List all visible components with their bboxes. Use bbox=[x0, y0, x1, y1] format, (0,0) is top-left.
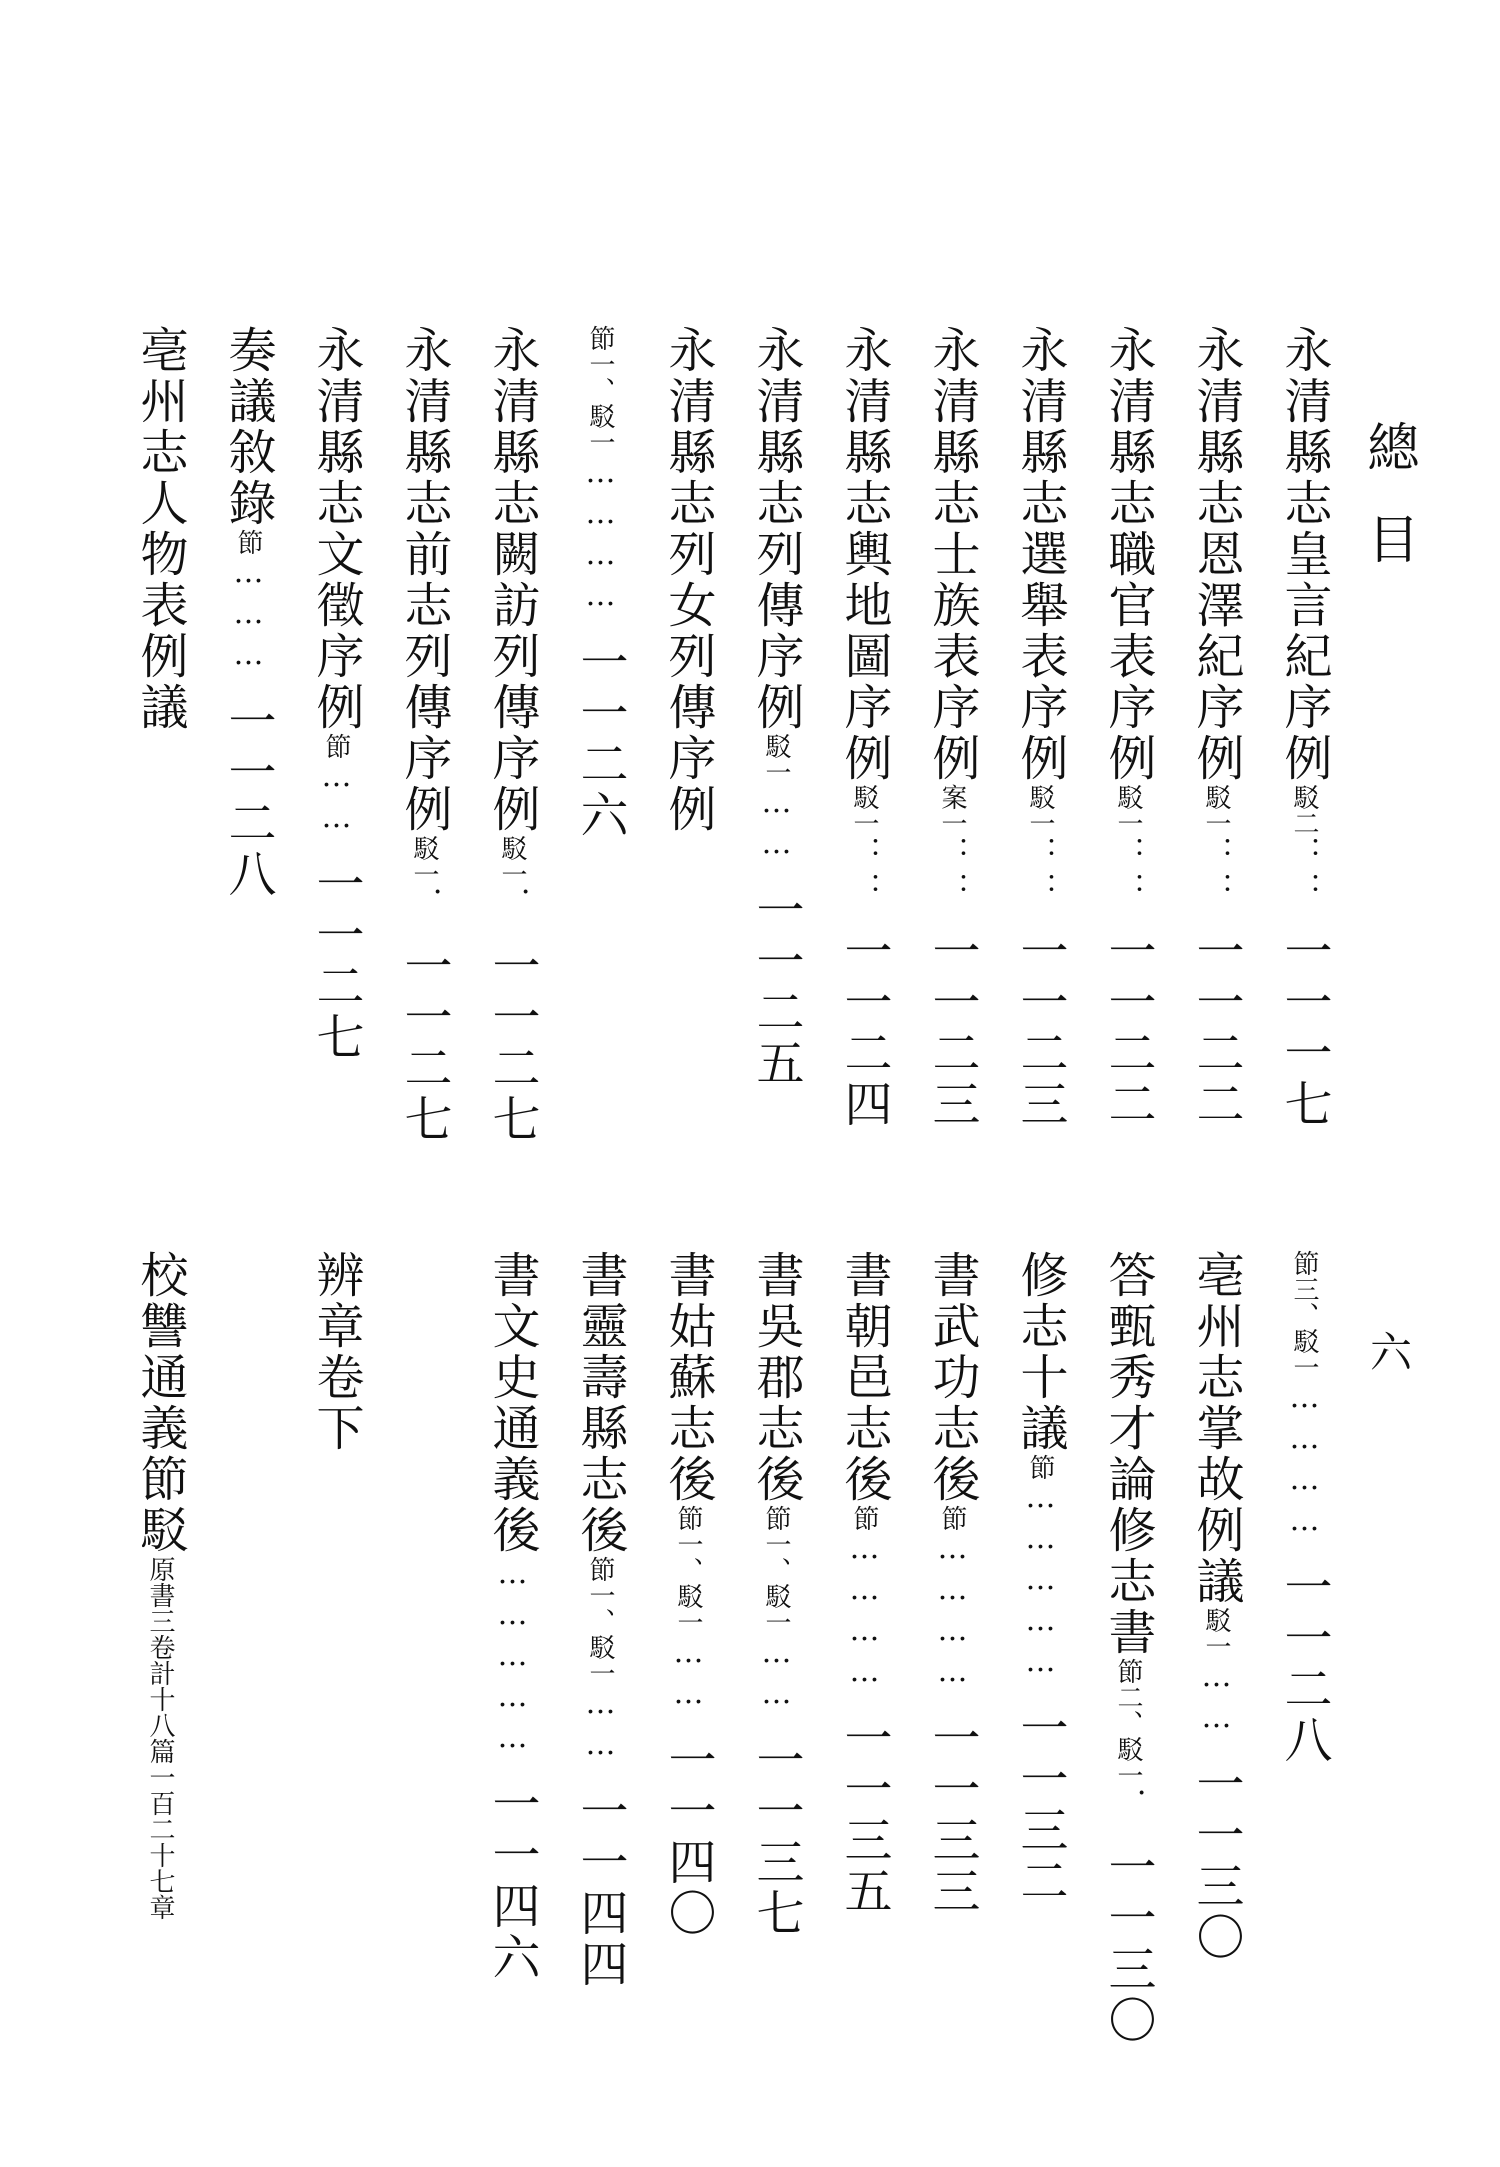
toc-entry bbox=[224, 1250, 272, 1268]
entry-note: 節 bbox=[849, 1505, 879, 1531]
entry-title: 永清縣志列傳序例 bbox=[748, 325, 804, 733]
entry-note: 駁一 bbox=[1025, 784, 1055, 836]
entry-note: 駁一 bbox=[1201, 784, 1231, 836]
toc-entry bbox=[1276, 1250, 1332, 1766]
toc-entry bbox=[308, 1250, 364, 1472]
entry-page: 一一二二 bbox=[1188, 926, 1244, 1130]
toc-entry bbox=[1100, 1250, 1156, 2046]
entry-page: 一一三二 bbox=[1012, 1703, 1068, 1907]
entry-note: 原書三卷計十八篇一百二十七章 bbox=[145, 1556, 175, 1920]
entry-leader: ． bbox=[495, 887, 530, 923]
entry-page: 一一二七 bbox=[484, 941, 540, 1145]
toc-entry bbox=[1188, 325, 1244, 1130]
toc-entry bbox=[836, 1250, 892, 1917]
entry-note: 駁一 bbox=[409, 835, 439, 887]
toc-entry bbox=[660, 325, 716, 853]
toc-entry bbox=[572, 325, 628, 841]
page-number: 六 bbox=[1364, 1330, 1413, 1372]
entry-title: 永清縣志前志列傳序例 bbox=[396, 325, 452, 835]
toc-entry bbox=[748, 325, 804, 1089]
entry-title: 書朝邑志後 bbox=[836, 1250, 892, 1505]
entry-leader: …… bbox=[671, 1635, 706, 1717]
entry-title: 亳州志掌故例議 bbox=[1188, 1250, 1244, 1607]
entry-note: 駁二 bbox=[1289, 784, 1319, 836]
entry-page: 一一四六 bbox=[484, 1779, 540, 1983]
entry-leader: ………… bbox=[1287, 1380, 1322, 1544]
page-title: 總目 bbox=[1358, 420, 1418, 604]
entry-leader: ：： bbox=[1111, 836, 1146, 908]
entry-note: 駁一 bbox=[1201, 1607, 1231, 1659]
entry-title: 永清縣志文徵序例 bbox=[308, 325, 364, 733]
entry-page: 一一二七 bbox=[396, 941, 452, 1145]
entry-leader: ………… bbox=[847, 1531, 882, 1695]
toc-entry bbox=[484, 1250, 540, 1983]
entry-page: 一一三五 bbox=[836, 1713, 892, 1917]
toc-entry bbox=[1012, 1250, 1068, 1907]
entry-note: 駁一 bbox=[497, 835, 527, 887]
entry-note: 節一、駁一 bbox=[761, 1505, 791, 1635]
entry-note: 節 bbox=[1025, 1454, 1055, 1480]
entry-note: 節 bbox=[233, 529, 263, 555]
entry-title: 永清縣志皇言紀序例 bbox=[1276, 325, 1332, 784]
entry-page: 一一二五 bbox=[748, 885, 804, 1089]
entry-title: 永清縣志輿地圖序例 bbox=[836, 325, 892, 784]
entry-page: 一一一七 bbox=[1276, 926, 1332, 1130]
toc-entry bbox=[308, 325, 364, 1063]
toc-entry bbox=[132, 1250, 188, 1938]
toc-entry bbox=[396, 325, 452, 1145]
toc-entry bbox=[400, 1250, 448, 1268]
entry-page: 一一二二 bbox=[1100, 926, 1156, 1130]
entry-title: 奏議敘錄 bbox=[220, 325, 276, 529]
entry-leader: …………… bbox=[1023, 1480, 1058, 1685]
toc-entry bbox=[1100, 325, 1156, 1130]
entry-note: 節二、駁一 bbox=[1113, 1658, 1143, 1788]
entry-page: 一一三三 bbox=[924, 1713, 980, 1917]
entry-note: 節三、駁一 bbox=[1289, 1250, 1319, 1380]
toc-entry bbox=[836, 325, 892, 1130]
entry-note: 節一、駁一 bbox=[585, 325, 615, 455]
entry-note: 駁一 bbox=[849, 784, 879, 836]
entry-title: 永清縣志職官表序例 bbox=[1100, 325, 1156, 784]
entry-leader: ：： bbox=[1199, 836, 1234, 908]
entry-title: 永清縣志恩澤紀序例 bbox=[1188, 325, 1244, 784]
entry-note: 節 bbox=[937, 1505, 967, 1531]
toc-entry bbox=[1012, 325, 1068, 1130]
entry-title: 永清縣志列女列傳序例 bbox=[660, 325, 716, 835]
entry-page: 一一四四 bbox=[572, 1786, 628, 1990]
entry-page: 一一二三 bbox=[924, 926, 980, 1130]
entry-note: 節一、駁一 bbox=[673, 1505, 703, 1635]
toc-entry bbox=[132, 325, 188, 751]
toc-entry bbox=[748, 1250, 804, 1939]
entry-title: 書姑蘇志後 bbox=[660, 1250, 716, 1505]
toc-entry bbox=[1276, 325, 1332, 1130]
toc-entry bbox=[484, 325, 540, 1145]
entry-leader: ：： bbox=[847, 836, 882, 908]
entry-leader: ． bbox=[407, 887, 442, 923]
toc-entry bbox=[1188, 1250, 1244, 1963]
toc-entry bbox=[924, 325, 980, 1130]
entry-title: 書文史通義後 bbox=[484, 1250, 540, 1556]
entry-leader: ：： bbox=[935, 836, 970, 908]
toc-entry bbox=[924, 1250, 980, 1917]
entry-note: 駁一 bbox=[761, 733, 791, 785]
entry-leader: ………… bbox=[583, 455, 618, 619]
entry-page: 一一二八 bbox=[1276, 1562, 1332, 1766]
entry-page: 一一三〇 bbox=[1188, 1759, 1244, 1963]
entry-leader: ………… bbox=[935, 1531, 970, 1695]
entry-leader: …………… bbox=[495, 1556, 530, 1761]
entry-leader: ． bbox=[1111, 1788, 1146, 1824]
entry-page: 一一二八 bbox=[220, 696, 276, 900]
entry-title: 校讐通義節駁 bbox=[132, 1250, 188, 1556]
entry-title: 永清縣志士族表序例 bbox=[924, 325, 980, 784]
entry-title: 修志十議 bbox=[1012, 1250, 1068, 1454]
entry-title: 永清縣志闕訪列傳序例 bbox=[484, 325, 540, 835]
entry-title: 亳州志人物表例議 bbox=[132, 325, 188, 733]
entry-title: 書武功志後 bbox=[924, 1250, 980, 1505]
entry-leader: …… bbox=[583, 1686, 618, 1768]
entry-leader: …… bbox=[319, 759, 354, 841]
entry-title: 辨章卷下 bbox=[308, 1250, 364, 1454]
entry-page: 一一二七 bbox=[308, 859, 364, 1063]
entry-title: 答甄秀才論修志書 bbox=[1100, 1250, 1156, 1658]
entry-leader: ……… bbox=[231, 555, 266, 678]
entry-note: 駁一 bbox=[1113, 784, 1143, 836]
entry-leader: …… bbox=[759, 785, 794, 867]
entry-title: 書吳郡志後 bbox=[748, 1250, 804, 1505]
entry-page: 一一四〇 bbox=[660, 1735, 716, 1939]
toc-entry bbox=[660, 1250, 716, 1939]
entry-leader: ：： bbox=[1287, 836, 1322, 908]
entry-page: 一一二三 bbox=[1012, 926, 1068, 1130]
entry-leader: …… bbox=[759, 1635, 794, 1717]
entry-leader: …… bbox=[1199, 1659, 1234, 1741]
entry-leader: ：： bbox=[1023, 836, 1058, 908]
entry-note: 案一 bbox=[937, 784, 967, 836]
entry-page: 一一二四 bbox=[836, 926, 892, 1130]
entry-note: 節 bbox=[321, 733, 351, 759]
entry-note: 節一、駁一 bbox=[585, 1556, 615, 1686]
entry-page: 一一二六 bbox=[572, 637, 628, 841]
toc-entry bbox=[572, 1250, 628, 1990]
entry-page: 一一三七 bbox=[748, 1735, 804, 1939]
toc-entry bbox=[220, 325, 276, 900]
entry-title: 書靈壽縣志後 bbox=[572, 1250, 628, 1556]
entry-page: 一一三〇 bbox=[1100, 1842, 1156, 2046]
entry-title: 永清縣志選舉表序例 bbox=[1012, 325, 1068, 784]
